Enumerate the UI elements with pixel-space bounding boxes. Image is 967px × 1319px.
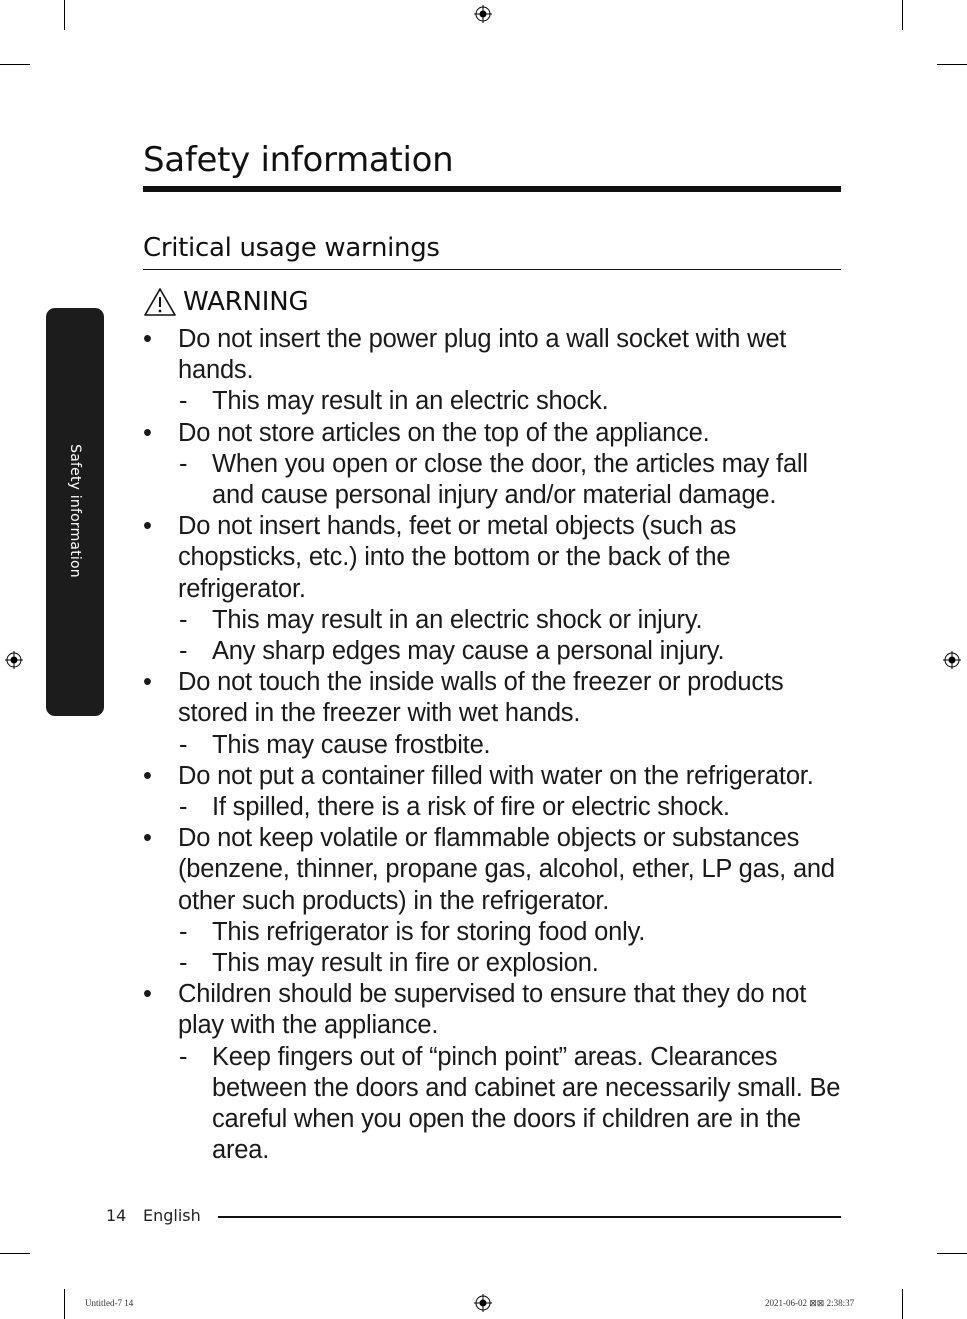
bullet-icon: • <box>143 761 152 790</box>
consequence-item <box>178 948 843 979</box>
consequence-list <box>178 917 843 979</box>
consequence-text: This may result in fire or explosion. <box>212 949 599 978</box>
dash-marker: - <box>179 449 188 478</box>
crop-mark <box>937 1253 967 1254</box>
page-title: Safety information <box>143 140 454 180</box>
crop-mark <box>0 64 30 65</box>
consequence-list <box>178 386 843 417</box>
registration-mark-icon <box>474 1294 492 1312</box>
consequence-item <box>178 1042 843 1167</box>
consequence-item <box>178 730 843 761</box>
warning-triangle-icon <box>143 287 177 317</box>
section-rule <box>143 269 841 270</box>
consequence-text: This may result in an electric shock or injury. <box>212 605 703 634</box>
warning-item <box>143 511 843 667</box>
consequence-item <box>178 605 843 636</box>
dash-marker: - <box>179 917 188 946</box>
title-rule <box>143 186 841 192</box>
consequence-text: This refrigerator is for storing food only. <box>212 917 646 946</box>
warning-item <box>143 667 843 761</box>
warning-item <box>143 823 843 979</box>
dash-marker: - <box>179 730 188 759</box>
consequence-item <box>178 636 843 667</box>
consequence-list <box>178 1042 843 1167</box>
consequence-list <box>178 449 843 511</box>
warning-header <box>143 285 308 319</box>
bullet-icon: • <box>143 824 152 853</box>
dash-marker: - <box>179 387 188 416</box>
consequence-text: Keep fingers out of “pinch point” areas. Clearances between the doors and cabinet are necessarily small. Be careful when you open the doors if children are in the area. <box>212 1042 841 1165</box>
consequence-list <box>178 605 843 667</box>
footer-language: English <box>143 1206 201 1225</box>
warning-text: Do not keep volatile or flammable objects or substances (benzene, thinner, propane gas, alcohol, ether, LP gas, and other such products) in the refrigerator. <box>178 824 835 915</box>
bullet-icon: • <box>143 668 152 697</box>
dash-marker: - <box>179 1042 188 1071</box>
crop-mark <box>64 0 65 30</box>
consequence-text: Any sharp edges may cause a personal injury. <box>212 637 725 666</box>
crop-mark <box>937 64 967 65</box>
consequence-text: This may result in an electric shock. <box>212 387 609 416</box>
slug-date: 2021-06-02 ⊠⊠ 2:38:37 <box>765 1298 855 1308</box>
bullet-icon: • <box>143 418 152 447</box>
consequence-text: This may cause frostbite. <box>212 730 491 759</box>
warning-text: Do not store articles on the top of the appliance. <box>178 418 710 447</box>
dash-marker: - <box>179 605 188 634</box>
warning-label: WARNING <box>183 287 309 317</box>
dash-marker: - <box>179 949 188 978</box>
footer-rule <box>218 1216 841 1218</box>
bullet-icon: • <box>143 325 152 353</box>
warning-text: Children should be supervised to ensure that they do not play with the appliance. <box>178 980 807 1040</box>
bullet-icon: • <box>143 512 152 541</box>
crop-mark <box>902 0 903 30</box>
crop-mark <box>902 1289 903 1319</box>
bullet-icon: • <box>143 980 152 1009</box>
consequence-item <box>178 792 843 823</box>
warning-text: Do not put a container filled with water on the refrigerator. <box>178 761 814 790</box>
warning-text: Do not insert hands, feet or metal objects (such as chopsticks, etc.) into the bottom or the back of the refrigerator. <box>178 512 737 603</box>
dash-marker: - <box>179 637 188 666</box>
warning-item <box>143 979 843 1166</box>
dash-marker: - <box>179 793 188 822</box>
side-tab-label: Safety information <box>67 444 83 578</box>
warning-text: Do not touch the inside walls of the freezer or products stored in the freezer with wet hands. <box>178 668 784 728</box>
consequence-item <box>178 386 843 417</box>
consequence-text: If spilled, there is a risk of fire or electric shock. <box>212 793 730 822</box>
crop-mark <box>0 1253 30 1254</box>
warning-text: Do not insert the power plug into a wall socket with wet hands. <box>178 325 787 385</box>
consequence-item <box>178 917 843 948</box>
warnings-list <box>143 324 843 1166</box>
consequence-item <box>178 449 843 511</box>
warning-item <box>143 324 843 418</box>
registration-mark-icon <box>5 651 23 669</box>
slug-file: Untitled-7 14 <box>85 1298 134 1308</box>
warning-item <box>143 761 843 823</box>
section-title: Critical usage warnings <box>143 233 440 263</box>
registration-mark-icon <box>474 5 492 23</box>
registration-mark-icon <box>943 651 961 669</box>
crop-mark <box>64 1289 65 1319</box>
consequence-text: When you open or close the door, the articles may fall and cause personal injury and/or material damage. <box>212 449 808 510</box>
consequence-list <box>178 792 843 823</box>
warning-item <box>143 418 843 512</box>
page-number: 14 <box>106 1206 127 1225</box>
consequence-list <box>178 730 843 761</box>
